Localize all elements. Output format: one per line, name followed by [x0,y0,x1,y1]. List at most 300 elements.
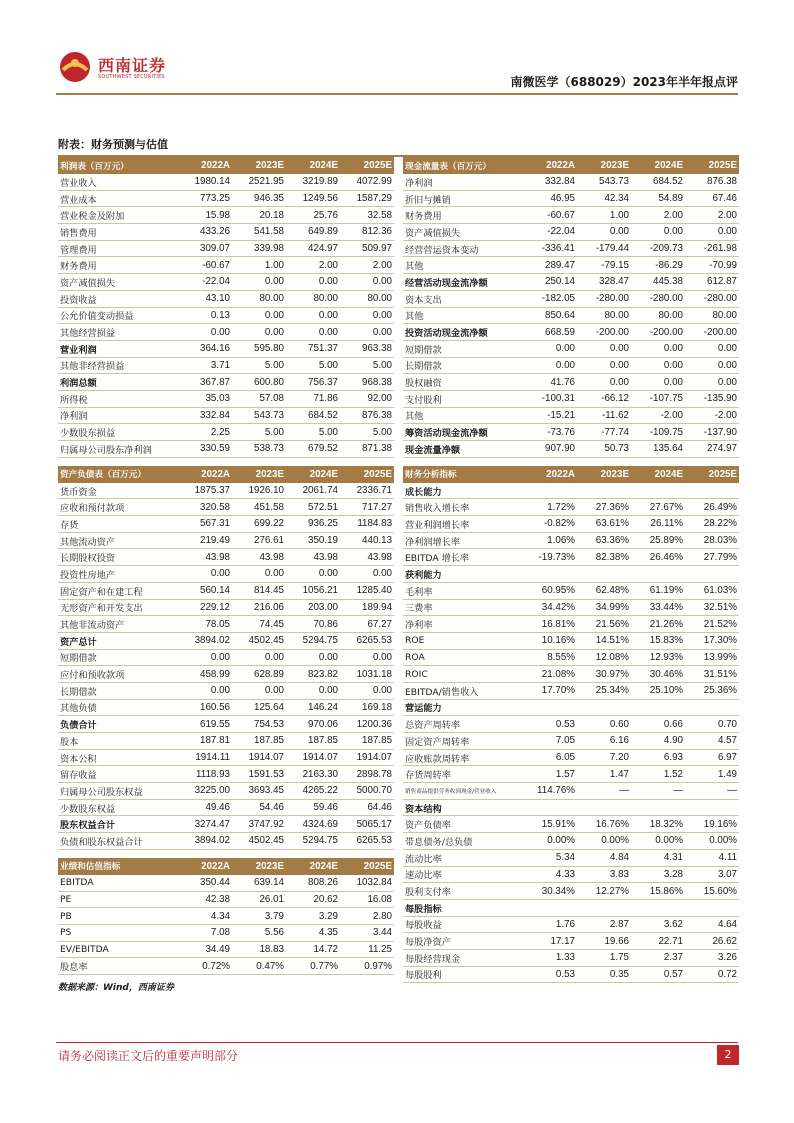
value-cell: 3.44 [340,924,394,941]
value-cell: 60.95% [523,582,577,599]
value-cell: 0.97% [340,958,394,975]
row-label: 资产总计 [58,632,178,649]
value-cell: 309.07 [178,240,232,257]
table-row [403,390,739,407]
value-cell: 0.00 [286,307,340,324]
value-cell: 26.49% [685,499,739,516]
value-cell: 5.00 [286,357,340,374]
table-row [58,257,394,274]
table-row [403,616,739,633]
value-cell [685,566,739,583]
value-cell: 169.18 [340,699,394,716]
value-cell: 823.82 [286,666,340,683]
table-row [403,833,739,850]
row-label: 存货 [58,516,178,533]
value-cell: 21.08% [523,666,577,683]
financial-tables [58,155,739,983]
value-cell: 1.57 [523,766,577,783]
value-cell: 54.46 [232,799,286,816]
value-cell: 26.62 [685,933,739,950]
row-label: 长期借款 [403,357,523,374]
value-cell: 5294.75 [286,632,340,649]
value-cell: 3.62 [631,916,685,933]
row-label: 毛利率 [403,582,523,599]
value-cell: 328.47 [577,274,631,291]
value-cell: 6.16 [577,733,631,750]
value-cell: 0.00 [577,374,631,391]
value-cell: -2.00 [685,407,739,424]
value-cell: 808.26 [286,875,340,891]
value-cell: 5.00 [286,424,340,441]
value-cell: 219.49 [178,532,232,549]
value-cell: 64.46 [340,799,394,816]
row-label: 长期借款 [58,682,178,699]
value-cell: 2061.74 [286,483,340,499]
financial-table [58,157,394,458]
table-row [58,875,394,891]
value-cell: 6.97 [685,749,739,766]
row-label: 折旧与摊销 [403,190,523,207]
value-cell: 543.73 [577,174,631,190]
row-label: ROIC [403,666,523,683]
value-cell: 5.00 [340,424,394,441]
value-cell: 274.97 [685,441,739,458]
value-cell: 3.79 [232,908,286,925]
table-row [403,499,739,516]
value-cell: 61.03% [685,582,739,599]
row-label: 营运能力 [403,699,523,716]
value-cell: 4502.45 [232,632,286,649]
value-cell: 43.98 [286,549,340,566]
row-label: 经营活动现金流净额 [403,274,523,291]
value-cell: 541.58 [232,224,286,241]
value-cell: -22.04 [178,274,232,291]
row-label: 其他经营损益 [58,324,178,341]
value-cell: 0.00% [577,833,631,850]
table-row [58,816,394,833]
value-cell: 1875.37 [178,483,232,499]
report-title: 南微医学（688029）2023年半年报点评 [510,75,738,89]
value-cell: 43.10 [178,290,232,307]
table-row [403,549,739,566]
value-cell: 1032.84 [340,875,394,891]
value-cell: 19.66 [577,933,631,950]
value-cell: 22.71 [631,933,685,950]
value-cell: 2.25 [178,424,232,441]
table-row [403,866,739,883]
value-cell: 0.00 [232,649,286,666]
value-cell: 50.73 [577,441,631,458]
value-cell: 187.85 [232,733,286,750]
table-row [403,716,739,733]
row-label: 财务费用 [403,207,523,224]
value-cell: 628.89 [232,666,286,683]
row-label: 应付和预收款项 [58,666,178,683]
table-row [403,666,739,683]
value-cell: -107.75 [631,390,685,407]
value-cell: 229.12 [178,599,232,616]
row-label: PB [58,908,178,925]
value-cell: 71.86 [286,390,340,407]
value-cell: 0.57 [631,966,685,983]
year-header: 2025E [340,157,394,174]
appendix-title: 附表：财务预测与估值 [58,138,168,151]
row-label: 财务费用 [58,257,178,274]
value-cell: 41.76 [523,374,577,391]
table-row [403,749,739,766]
value-cell: 699.22 [232,516,286,533]
table-row [403,257,739,274]
row-label: 固定资产周转率 [403,733,523,750]
value-cell: 2.00 [631,207,685,224]
value-cell: 5065.17 [340,816,394,833]
value-cell: 146.24 [286,699,340,716]
table-row [403,441,739,458]
value-cell: 1914.07 [286,749,340,766]
table-row [403,516,739,533]
value-cell: 5.00 [232,424,286,441]
value-cell: 619.55 [178,716,232,733]
value-cell: 2521.95 [232,174,286,190]
value-cell: 216.06 [232,599,286,616]
value-cell: 15.91% [523,816,577,833]
value-cell: 1031.18 [340,666,394,683]
value-cell: 80.00 [631,307,685,324]
row-label: 资产减值损失 [58,274,178,291]
value-cell: 0.00% [631,833,685,850]
value-cell [685,483,739,499]
value-cell: 2.00 [286,257,340,274]
table-title: 业绩和估值指标 [58,858,178,875]
value-cell: 203.00 [286,599,340,616]
value-cell: 15.83% [631,632,685,649]
value-cell: 3747.92 [232,816,286,833]
table-row [403,599,739,616]
value-cell: 61.19% [631,582,685,599]
value-cell: 0.00 [577,224,631,241]
table-row [403,532,739,549]
value-cell: 17.30% [685,632,739,649]
row-label: 其他流动资产 [58,532,178,549]
table-row [403,949,739,966]
table-header-row [58,157,394,174]
year-header: 2023E [577,157,631,174]
value-cell: 7.20 [577,749,631,766]
value-cell: 63.36% [577,532,631,549]
value-cell: 364.16 [178,340,232,357]
row-label: 固定资产和在建工程 [58,582,178,599]
year-header: 2022A [523,466,577,483]
table-row [403,324,739,341]
value-cell: -135.90 [685,390,739,407]
value-cell: 2898.78 [340,766,394,783]
value-cell [523,799,577,816]
value-cell: 0.00 [340,307,394,324]
table-row [403,783,739,800]
value-cell: -11.62 [577,407,631,424]
table-row [58,357,394,374]
value-cell: -73.76 [523,424,577,441]
row-label: 投资性房地产 [58,566,178,583]
row-label: 少数股东权益 [58,799,178,816]
row-label: 短期借款 [403,340,523,357]
value-cell: 717.27 [340,499,394,516]
value-cell: 679.52 [286,441,340,458]
value-cell: 4265.22 [286,783,340,800]
value-cell: -137.90 [685,424,739,441]
value-cell: 3.71 [178,357,232,374]
table-row [58,749,394,766]
table-row [403,582,739,599]
value-cell: 18.83 [232,941,286,958]
table-row [403,733,739,750]
value-cell: 0.00 [232,307,286,324]
row-label: 总资产周转率 [403,716,523,733]
table-row [58,532,394,549]
table-row [58,407,394,424]
table-title: 利润表（百万元） [58,157,178,174]
row-label: 净利润增长率 [403,532,523,549]
value-cell: 12.93% [631,649,685,666]
table-header-row [403,157,739,174]
value-cell [523,899,577,916]
value-cell: 0.00 [340,274,394,291]
table-row [403,933,739,950]
value-cell: 25.36% [685,682,739,699]
table-row [403,816,739,833]
value-cell: 28.22% [685,516,739,533]
value-cell: 62.48% [577,582,631,599]
value-cell: 7.08 [178,924,232,941]
value-cell: 5.00 [232,357,286,374]
row-label: 管理费用 [58,240,178,257]
value-cell [577,799,631,816]
value-cell: 57.08 [232,390,286,407]
value-cell: 773.25 [178,190,232,207]
value-cell: 27.36% [577,499,631,516]
row-label: 股利支付率 [403,883,523,900]
year-header: 2022A [523,157,577,174]
table-row [403,290,739,307]
value-cell: 0.53 [523,966,577,983]
value-cell: 27.79% [685,549,739,566]
row-label: 归属母公司股东权益 [58,783,178,800]
table-header-row [58,466,394,483]
table-title: 财务分析指标 [403,466,523,483]
value-cell: 445.38 [631,274,685,291]
value-cell: 876.38 [340,407,394,424]
header-divider [56,93,738,95]
value-cell: 160.56 [178,699,232,716]
row-label: 三费率 [403,599,523,616]
value-cell: 32.51% [685,599,739,616]
row-label: 净利润 [403,174,523,190]
row-label: 投资活动现金流净额 [403,324,523,341]
financial-table [403,157,739,458]
row-label: PS [58,924,178,941]
value-cell: -336.41 [523,240,577,257]
row-label: 留存收益 [58,766,178,783]
value-cell: 0.00 [523,357,577,374]
value-cell: 612.87 [685,274,739,291]
row-label: 成长能力 [403,483,523,499]
table-row [403,190,739,207]
value-cell: 451.58 [232,499,286,516]
value-cell: 21.52% [685,616,739,633]
value-cell: -280.00 [685,290,739,307]
value-cell: 67.46 [685,190,739,207]
value-cell: 43.98 [232,549,286,566]
table-row [58,190,394,207]
table-row [58,833,394,850]
row-label: 筹资活动现金流净额 [403,424,523,441]
table-row [403,566,739,583]
value-cell: 1.00 [577,207,631,224]
table-row [58,390,394,407]
value-cell: 0.00 [631,224,685,241]
value-cell: 4072.99 [340,174,394,190]
table-row [58,516,394,533]
value-cell: -209.73 [631,240,685,257]
value-cell: 0.72% [178,958,232,975]
value-cell [577,899,631,916]
table-row [403,424,739,441]
table-row [403,966,739,983]
row-label: EV/EBITDA [58,941,178,958]
table-row [403,899,739,916]
value-cell: 0.53 [523,716,577,733]
row-label: PE [58,891,178,908]
table-row [58,240,394,257]
value-cell: -19.73% [523,549,577,566]
value-cell: -15.21 [523,407,577,424]
value-cell: 0.00 [340,682,394,699]
year-header: 2023E [232,466,286,483]
value-cell: — [631,783,685,800]
row-label: 无形资产和开发支出 [58,599,178,616]
value-cell: 289.47 [523,257,577,274]
value-cell: -280.00 [577,290,631,307]
value-cell: 0.00 [232,682,286,699]
value-cell: 0.77% [286,958,340,975]
value-cell: 26.46% [631,549,685,566]
table-row [403,483,739,499]
value-cell: -0.82% [523,516,577,533]
value-cell: -22.04 [523,224,577,241]
value-cell: 187.85 [340,733,394,750]
row-label: ROA [403,649,523,666]
value-cell: 187.81 [178,733,232,750]
value-cell: 12.27% [577,883,631,900]
row-label: 股权融资 [403,374,523,391]
value-cell: 30.34% [523,883,577,900]
value-cell: 74.45 [232,616,286,633]
value-cell: 4.34 [178,908,232,925]
value-cell: 32.58 [340,207,394,224]
row-label: 营业成本 [58,190,178,207]
table-row [58,924,394,941]
value-cell: 0.00 [286,324,340,341]
value-cell: 15.86% [631,883,685,900]
value-cell: 2336.71 [340,483,394,499]
value-cell: 1591.53 [232,766,286,783]
value-cell: 5.00 [340,357,394,374]
table-row [58,616,394,633]
value-cell: 82.38% [577,549,631,566]
table-row [403,649,739,666]
value-cell: 18.32% [631,816,685,833]
row-label: 每股净资产 [403,933,523,950]
value-cell: 320.58 [178,499,232,516]
logo-chinese-name: 西南证券 [98,56,167,75]
value-cell: 3894.02 [178,833,232,850]
value-cell: 2.80 [340,908,394,925]
value-cell: 54.89 [631,190,685,207]
value-cell: 350.19 [286,532,340,549]
value-cell [577,483,631,499]
value-cell: 0.00 [577,357,631,374]
value-cell: 5294.75 [286,833,340,850]
row-label: 利润总额 [58,374,178,391]
table-row [403,849,739,866]
value-cell: -200.00 [631,324,685,341]
value-cell [631,899,685,916]
value-cell: 751.37 [286,340,340,357]
value-cell: 0.00 [178,324,232,341]
value-cell: 80.00 [286,290,340,307]
value-cell: 538.73 [232,441,286,458]
value-cell: 15.60% [685,883,739,900]
row-label: 净利率 [403,616,523,633]
row-label: 负债合计 [58,716,178,733]
value-cell: 2.37 [631,949,685,966]
row-label: 所得税 [58,390,178,407]
value-cell: 43.98 [178,549,232,566]
value-cell: 2.00 [340,257,394,274]
table-row [403,632,739,649]
value-cell: 560.14 [178,582,232,599]
value-cell: 668.59 [523,324,577,341]
value-cell: 0.00 [685,340,739,357]
table-row [58,941,394,958]
value-cell: 0.00 [232,566,286,583]
value-cell: -2.00 [631,407,685,424]
value-cell: 5.56 [232,924,286,941]
value-cell: 43.98 [340,549,394,566]
value-cell: 14.51% [577,632,631,649]
value-cell: 14.72 [286,941,340,958]
value-cell: 1.76 [523,916,577,933]
table-row [403,224,739,241]
value-cell: 0.00 [178,649,232,666]
table-row [403,699,739,716]
data-source-note: 数据来源：Wind，西南证券 [58,983,174,993]
value-cell: 78.05 [178,616,232,633]
value-cell: 1184.83 [340,516,394,533]
value-cell: 1926.10 [232,483,286,499]
value-cell: 3.07 [685,866,739,883]
value-cell: 350.44 [178,875,232,891]
value-cell: 67.27 [340,616,394,633]
financial-table [403,458,739,984]
value-cell: 16.76% [577,816,631,833]
table-title: 资产负债表（百万元） [58,466,178,483]
value-cell: 276.61 [232,532,286,549]
table-row [403,407,739,424]
value-cell: 1.52 [631,766,685,783]
year-header: 2023E [232,858,286,875]
value-cell: 963.38 [340,340,394,357]
